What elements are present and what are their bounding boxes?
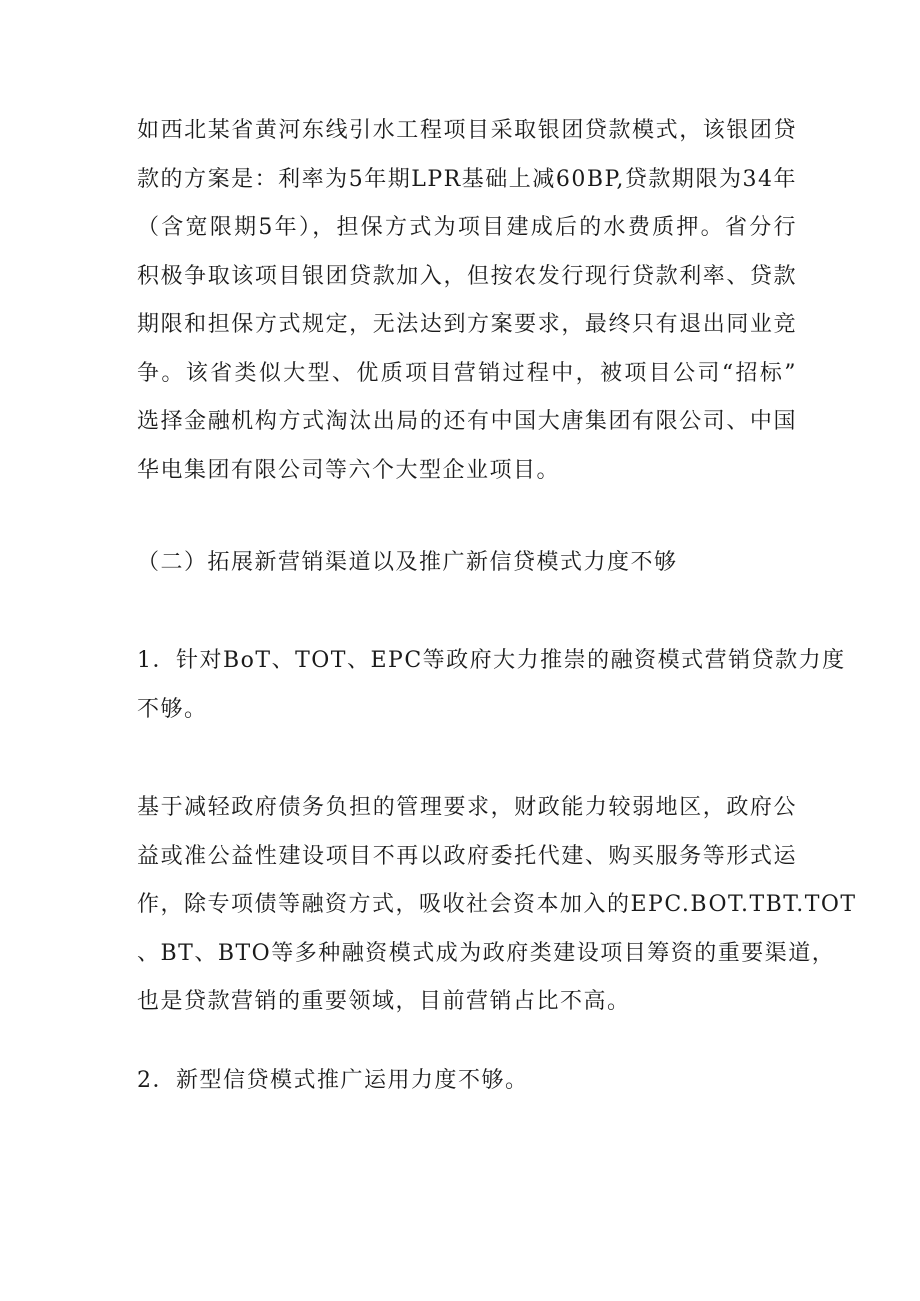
section-heading-text: （二）拓展新营销渠道以及推广新信贷模式力度不够 [137, 550, 678, 575]
text-line: 1．针对BoT、TOT、EPC等政府大力推崇的融资模式营销贷款力度 [137, 648, 846, 673]
text-line: 益或准公益性建设项目不再以政府委托代建、购买服务等形式运 [137, 843, 797, 869]
text-line: 、BT、BTO等多种融资模式成为政府类建设项目筹资的重要渠道， [137, 940, 836, 966]
paragraph-financing-models [137, 784, 857, 1027]
list-item-2 [137, 1057, 797, 1106]
text-line: 2．新型信贷模式推广运用力度不够。 [137, 1068, 529, 1093]
text-line: 期限和担保方式规定，无法达到方案要求，最终只有退出同业竞 [137, 312, 797, 337]
text-line: （含宽限期5年），担保方式为项目建成后的水费质押。省分行 [137, 215, 797, 240]
text-line: 基于减轻政府债务负担的管理要求，财政能力较弱地区，政府公 [137, 795, 797, 820]
list-item-1 [137, 637, 846, 734]
text-line: 选择金融机构方式淘汰出局的还有中国大唐集团有限公司、中国 [137, 409, 797, 434]
paragraph-syndicated-loan-case [137, 107, 797, 495]
text-line: 争。该省类似大型、优质项目营销过程中，被项目公司“招标” [137, 360, 797, 386]
text-line: 华电集团有限公司等六个大型企业项目。 [137, 457, 561, 483]
text-line: 也是贷款营销的重要领域，目前营销占比不高。 [137, 989, 631, 1014]
text-line: 如西北某省黄河东线引水工程项目采取银团贷款模式，该银团贷 [137, 118, 797, 143]
text-line: 积极争取该项目银团贷款加入，但按农发行现行贷款利率、贷款 [137, 263, 797, 289]
text-line: 不够。 [137, 696, 208, 722]
text-line: 作，除专项债等融资方式，吸收社会资本加入的EPC.BOT.TBT.TOT [137, 892, 857, 917]
section-heading [137, 539, 797, 588]
text-line: 款的方案是：利率为5年期LPR基础上减60BP,贷款期限为34年 [137, 166, 797, 192]
